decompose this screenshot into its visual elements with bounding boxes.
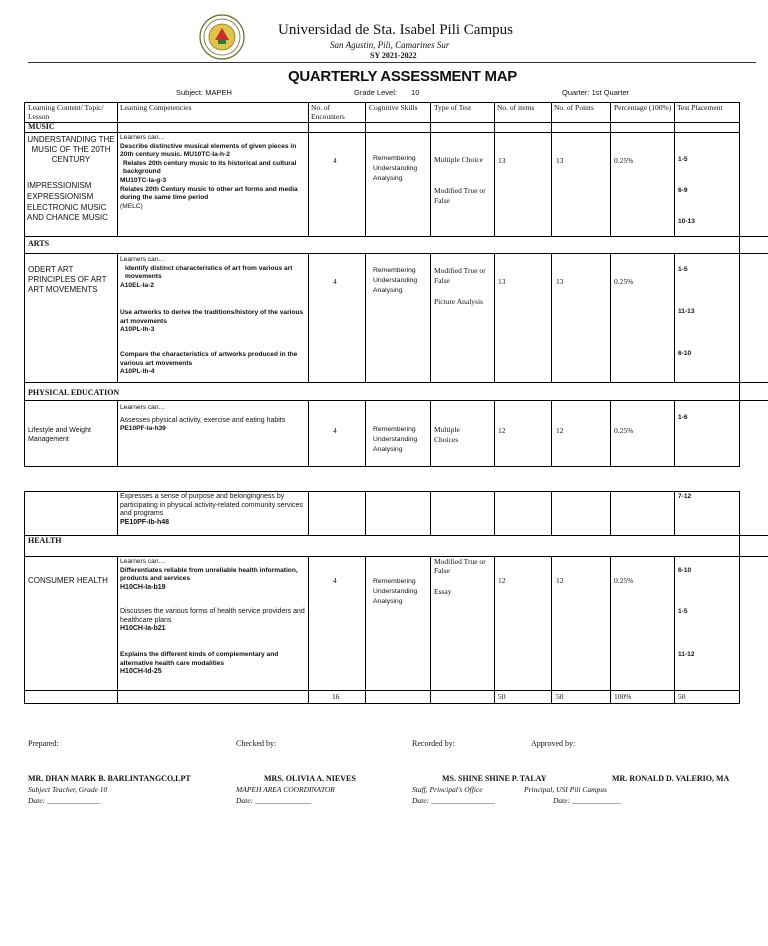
music-cog-1: Remembering xyxy=(373,155,416,162)
university-seal-logo xyxy=(199,14,245,60)
preparer-date: Date: ______________ xyxy=(28,796,100,805)
arts-placement-3: 6-10 xyxy=(678,350,692,357)
section-music: MUSIC xyxy=(28,122,55,131)
music-comp-1: Describe distinctive musical elements of given pieces in 20th century music. MU10TC-Ia-h-2 xyxy=(120,142,297,159)
music-comp-2: Relates 20th century music to its historical and cultural background xyxy=(123,159,297,176)
arts-placement-2: 11-13 xyxy=(678,308,695,315)
music-percent: 0.25% xyxy=(614,156,634,165)
pe-cog-2: Understanding xyxy=(373,436,418,443)
health-comp-2: Discusses the various forms of health service providers and healthcare plans xyxy=(120,608,305,624)
music-comp-3: Relates 20th Century music to other art forms and media during the same time period xyxy=(120,185,298,202)
subject-label: Subject: xyxy=(176,88,204,97)
checker-date: Date: _______________ xyxy=(236,796,312,805)
col-header-cognitive: Cognitive Skills xyxy=(369,103,418,112)
pe-comp-1: Assesses physical activity, exercise and eating habits xyxy=(120,416,286,424)
total-placement: 50 xyxy=(678,692,686,701)
pe-competency-2 xyxy=(120,493,306,527)
col-header-test-type: Type of Test xyxy=(434,103,472,112)
quarter-line xyxy=(562,88,629,97)
health-competency-3 xyxy=(120,651,306,677)
arts-lead: Learners can… xyxy=(120,256,166,263)
health-lead: Learners can… xyxy=(120,558,166,565)
recorder-date: Date: _________________ xyxy=(412,796,495,805)
arts-placement-1: 1-5 xyxy=(678,266,688,273)
section-health: HEALTH xyxy=(28,536,62,545)
pe-encounters: 4 xyxy=(333,426,337,435)
recorder-name: MS. SHINE SHINE P. TALAY xyxy=(442,774,547,783)
arts-comp-2-code: A10PL-Ih-3 xyxy=(120,326,155,334)
recorder-title: Staff, Principal's Office xyxy=(412,785,483,794)
health-cog-1: Remembering xyxy=(373,578,416,585)
arts-comp-3: Compare the characteristics of artworks produced in the various art movements xyxy=(120,351,298,367)
approver-date: Date: _____________ xyxy=(553,796,621,805)
music-test-2: Modified True or False xyxy=(434,186,486,205)
health-items: 12 xyxy=(498,576,506,585)
page-title: QUARTERLY ASSESSMENT MAP xyxy=(288,68,517,85)
health-topic: CONSUMER HEALTH xyxy=(28,576,108,585)
col-header-points: No. of Points xyxy=(554,103,594,112)
music-placement-2: 6-9 xyxy=(678,187,688,194)
pe-points: 12 xyxy=(556,426,564,435)
total-items: 50 xyxy=(498,692,506,701)
music-comp-3-code: (MELC) xyxy=(120,202,143,210)
arts-comp-2: Use artworks to derive the traditions/history of the various art movements xyxy=(120,309,304,325)
quarter-value: 1st Quarter xyxy=(591,88,630,97)
col-header-items: No. of items xyxy=(497,103,535,112)
arts-comp-3-code: A10PL-Ih-4 xyxy=(120,368,155,376)
arts-cog-3: Analysing xyxy=(373,287,403,294)
pe-placement-2: 7-12 xyxy=(678,493,692,500)
grade-value: 10 xyxy=(411,88,420,97)
pe-placement-1: 1-6 xyxy=(678,414,688,421)
pe-test-1: Multiple Choices xyxy=(434,425,460,444)
subject-line xyxy=(176,88,232,97)
col-header-percentage: Percentage (100%) xyxy=(614,103,672,112)
col-header-competencies: Learning Competencies xyxy=(120,103,192,112)
music-cog-2: Understanding xyxy=(373,165,418,172)
health-test-2: Essay xyxy=(434,587,452,596)
preparer-name: MR. DHAN MARK B. BARLINTANGCO,LPT xyxy=(28,774,191,783)
arts-points: 13 xyxy=(556,277,564,286)
health-points: 12 xyxy=(556,576,564,585)
arts-test-1: Modified True or False xyxy=(434,266,486,285)
pe-cog-1: Remembering xyxy=(373,426,416,433)
pe-items: 12 xyxy=(498,426,506,435)
arts-competency-2 xyxy=(120,309,306,335)
pe-cog-3: Analysing xyxy=(373,446,403,453)
arts-test-2: Picture Analysis xyxy=(434,297,483,306)
total-percent: 100% xyxy=(614,692,632,701)
health-comp-3: Explains the different kinds of complementary and alternative health care modalities xyxy=(120,651,279,667)
health-encounters: 4 xyxy=(333,576,337,585)
health-percent: 0.25% xyxy=(614,576,634,585)
checker-title: MAPEH AREA COORDINATOR xyxy=(236,785,335,794)
music-points: 13 xyxy=(556,156,564,165)
prepared-label: Prepared: xyxy=(28,739,59,748)
pe-topic: Lifestyle and Weight Management xyxy=(28,427,91,443)
col-header-placement: Test Placement xyxy=(677,103,723,112)
pe-lead: Learners can… xyxy=(120,404,166,411)
arts-cognitive xyxy=(373,266,417,296)
arts-comp-1-code: A10EL-Ia-2 xyxy=(120,281,155,289)
university-name: Universidad de Sta. Isabel Pili Campus xyxy=(278,22,513,38)
music-cognitive xyxy=(373,154,417,184)
health-cog-2: Understanding xyxy=(373,588,418,595)
health-cognitive xyxy=(373,577,417,607)
music-placement-3: 10-13 xyxy=(678,218,695,225)
music-topic-impressionism: IMPRESSIONISM xyxy=(27,181,92,190)
health-comp-2-code: H10CH-Ia-b21 xyxy=(120,625,166,633)
arts-percent: 0.25% xyxy=(614,277,634,286)
health-placement-3: 11-12 xyxy=(678,651,695,658)
pe-cognitive xyxy=(373,425,417,455)
section-pe: PHYSICAL EDUCATION xyxy=(28,388,120,397)
section-arts: ARTS xyxy=(28,239,50,248)
music-items: 13 xyxy=(498,156,506,165)
music-placement-1: 1-5 xyxy=(678,156,688,163)
arts-cog-2: Understanding xyxy=(373,277,418,284)
health-placement-2: 1-5 xyxy=(678,608,688,615)
health-comp-1: Differentiates reliable from unreliable health information, products and services xyxy=(120,566,298,583)
music-test-1: Multiple Choice xyxy=(434,155,483,164)
school-year: SY 2021-2022 xyxy=(370,51,417,60)
checked-label: Checked by: xyxy=(236,739,277,748)
approver-title: Principal, USI Pili Campus xyxy=(524,785,607,794)
music-topic-expressionism: EXPRESSIONISM xyxy=(27,192,94,201)
arts-competency-3 xyxy=(120,351,306,377)
health-cog-3: Analysing xyxy=(373,598,403,605)
music-competencies xyxy=(120,134,306,211)
total-encounters: 16 xyxy=(332,692,340,701)
music-cog-3: Analysing xyxy=(373,175,403,182)
subject-value: MAPEH xyxy=(205,88,232,97)
music-topic-electronic: ELECTRONIC MUSIC AND CHANCE MUSIC xyxy=(27,203,108,222)
arts-encounters: 4 xyxy=(333,277,337,286)
checker-name: MRS. OLIVIA A. NIEVES xyxy=(264,774,356,783)
recorded-label: Recorded by: xyxy=(412,739,455,748)
header-divider xyxy=(28,62,756,63)
col-header-content: Learning Content/ Topic/ Lesson xyxy=(28,103,104,121)
music-topic-main: UNDERSTANDING THE MUSIC OF THE 20TH CENTURY xyxy=(27,135,115,164)
pe-comp-2-code: PE10PF-Ib-h48 xyxy=(120,518,170,526)
music-encounters: 4 xyxy=(333,156,337,165)
grade-line xyxy=(354,88,419,97)
col-header-encounters: No. of Encounters xyxy=(311,103,345,121)
arts-items: 13 xyxy=(498,277,506,286)
pe-competencies xyxy=(120,404,306,434)
health-competencies xyxy=(120,558,306,592)
pe-comp-2: Expresses a sense of purpose and belongingness by participating in physical activity-related community services and programs xyxy=(120,493,303,518)
music-lead: Learners can… xyxy=(120,134,166,141)
pe-percent: 0.25% xyxy=(614,426,634,435)
health-test-1: Modified True or False xyxy=(434,557,486,575)
pe-comp-1-code: PE10PF-Ia-h39 xyxy=(120,425,166,433)
approved-label: Approved by: xyxy=(531,739,576,748)
health-placement-1: 6-10 xyxy=(678,567,692,574)
arts-topic: ODERT ART PRINCIPLES OF ART ART MOVEMENTS xyxy=(28,265,107,294)
arts-competencies xyxy=(120,256,306,290)
health-competency-2 xyxy=(120,608,306,634)
quarter-label: Quarter: xyxy=(562,88,590,97)
arts-cog-1: Remembering xyxy=(373,267,416,274)
health-comp-1-code: H10CH-Ia-b19 xyxy=(120,583,166,591)
health-comp-3-code: H10CH-Id-25 xyxy=(120,668,162,676)
music-comp-2-code: MU10TC-Ia-g-3 xyxy=(120,176,167,184)
grade-label: Grade Level: xyxy=(354,88,397,97)
preparer-title: Subject Teacher, Grade 10 xyxy=(28,785,108,794)
total-points: 50 xyxy=(556,692,564,701)
arts-comp-1: Identify distinct characteristics of art from various art movements xyxy=(125,264,293,281)
campus-address: San Agustin, Pili, Camarines Sur xyxy=(330,40,450,50)
approver-name: MR. RONALD D. VALERIO, MA xyxy=(612,774,730,783)
